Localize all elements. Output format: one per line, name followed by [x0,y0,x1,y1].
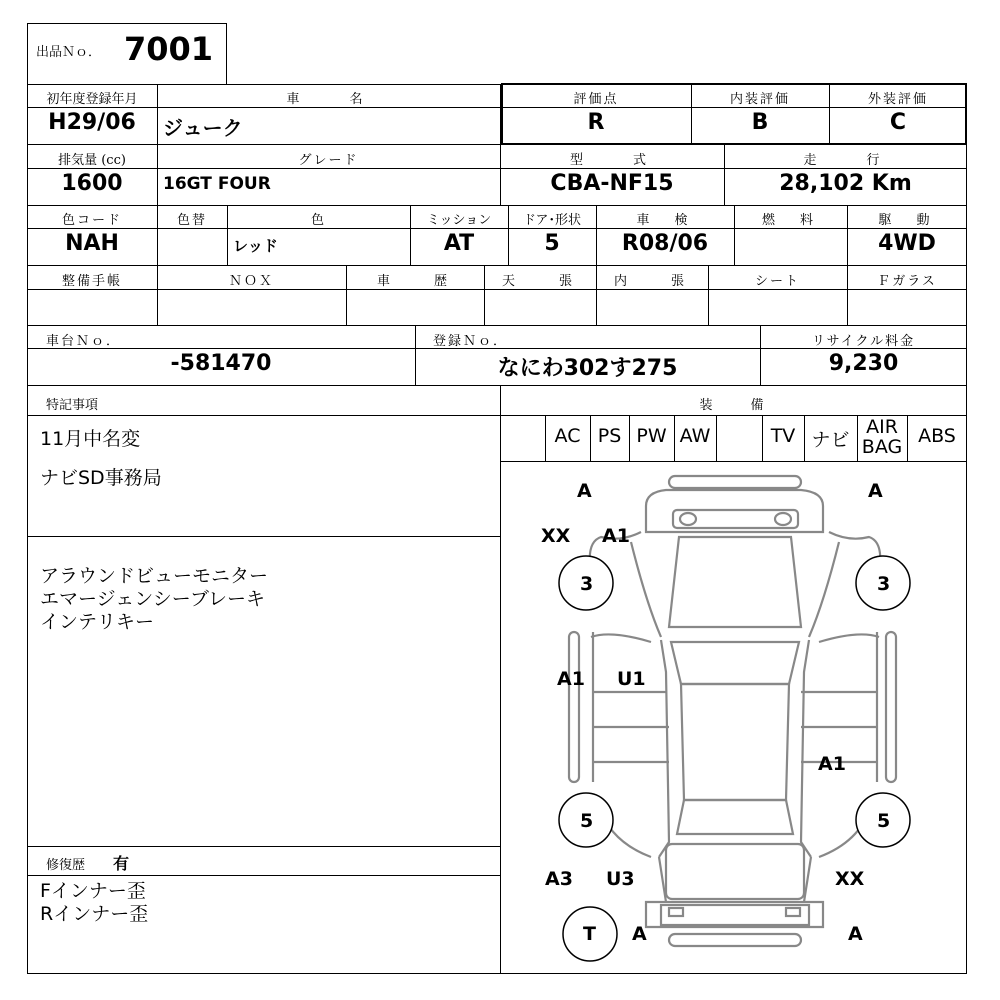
equip-airbag-line-1: AIR [866,416,898,438]
model-value: CBA-NF15 [550,171,674,196]
mission-value: AT [443,231,475,256]
door-label: ドア･形状 [522,213,582,228]
chassis-number-value: -581470 [170,351,272,376]
first-registration-label: 初年度登録年月 [46,92,138,107]
equip-airbag-line-2: BAG [861,436,903,458]
damage-rear-u3: U3 [606,868,635,890]
equip-abs: ABS [918,425,956,447]
inspection-label: 車 検 [636,213,694,228]
service-book-label: 整備手帳 [61,274,122,289]
grade-value: 16GT FOUR [163,174,271,194]
seat-label: シート [754,274,800,289]
damage-rear-xx: XX [835,868,865,890]
door-value: 5 [544,231,560,256]
registration-number-value: なにわ302す275 [497,356,678,381]
damage-front-left-a: A [577,480,592,502]
color-label: 色 [310,213,326,228]
damage-front-xx: XX [541,525,571,547]
interior-score-value: B [751,110,769,135]
exterior-score-label: 外装評価 [867,92,928,107]
mileage-label: 走 行 [803,153,888,168]
drive-value: 4WD [878,231,936,256]
equipment-label: 装 備 [699,398,768,413]
score-label: 評価点 [573,92,619,107]
damage-rear-right-a: A [848,923,863,945]
equip-ac: AC [554,425,581,447]
car-name-value: ジューク [163,116,243,140]
equip-navi: ナビ [811,429,850,451]
equip-aw: AW [679,425,711,447]
lot-number: 7001 [124,30,214,68]
inspection-value: R08/06 [621,231,709,256]
special-notes-label: 特記事項 [46,398,99,413]
equip-pw: PW [636,425,667,447]
lot-label: 出品Ｎｏ． [36,45,102,60]
drive-label: 駆 動 [878,213,936,228]
score-value: R [587,110,605,135]
chassis-number-label: 車台Ｎｏ． [46,334,122,349]
first-registration-value: H29/06 [48,110,136,135]
equip-ps: PS [597,425,622,447]
car-history-label: 車 歴 [376,274,453,289]
front-glass-label: Ｆガラス [877,274,937,289]
note-line-2: ナビSD事務局 [40,467,162,489]
exterior-score-value: C [889,110,907,135]
color-change-label: 色替 [176,213,207,228]
roof-lining-label: 天 張 [501,274,578,289]
damage-hood-a1: A1 [602,525,630,547]
recycle-fee-label: リサイクル料金 [811,334,916,349]
nox-label: ＮＯＸ [228,274,274,289]
wheel-rear-left-value: 5 [580,810,594,832]
model-label: 型 式 [569,153,654,168]
displacement-label: 排気量 (cc) [58,153,126,168]
repair-line-2: Rインナー歪 [40,903,149,925]
note-line-1: 11月中名変 [40,428,141,450]
lot-number-box [27,23,227,85]
damage-right-a1: A1 [818,753,846,775]
interior-score-label: 内装評価 [729,92,790,107]
damage-left-door-a1: A1 [557,668,585,690]
car-name-label: 車 名 [286,92,371,107]
grade-label: グレード [298,153,359,168]
color-code-value: NAH [65,231,119,256]
interior-trim-label: 内 張 [613,274,690,289]
color-value: レッド [233,237,278,255]
wheel-front-left-value: 3 [580,573,594,595]
mission-label: ミッション [426,213,492,228]
feature-line-1: アラウンドビューモニター [40,565,269,587]
damage-rear-left-a: A [632,923,647,945]
displacement-value: 1600 [61,171,123,196]
recycle-fee-value: 9,230 [828,351,899,376]
fuel-label: 燃 料 [761,213,819,228]
repair-history-value: 有 [113,854,130,873]
damage-center-u1: U1 [617,668,646,690]
spare-tire-value: T [583,923,596,945]
car-damage-diagram [501,462,966,972]
feature-line-3: インテリキー [40,611,155,633]
damage-front-right-a: A [868,480,883,502]
wheel-rear-right-value: 5 [877,810,891,832]
feature-line-2: エマージェンシーブレーキ [40,588,266,610]
color-code-label: 色コード [61,213,122,228]
mileage-value: 28,102 Km [779,171,912,196]
equip-tv: TV [770,425,796,447]
repair-history-label: 修復歴 [46,858,86,873]
repair-line-1: Fインナー歪 [40,880,146,902]
wheel-front-right-value: 3 [877,573,891,595]
damage-rear-a3: A3 [545,868,573,890]
registration-number-label: 登録Ｎｏ． [433,334,509,349]
